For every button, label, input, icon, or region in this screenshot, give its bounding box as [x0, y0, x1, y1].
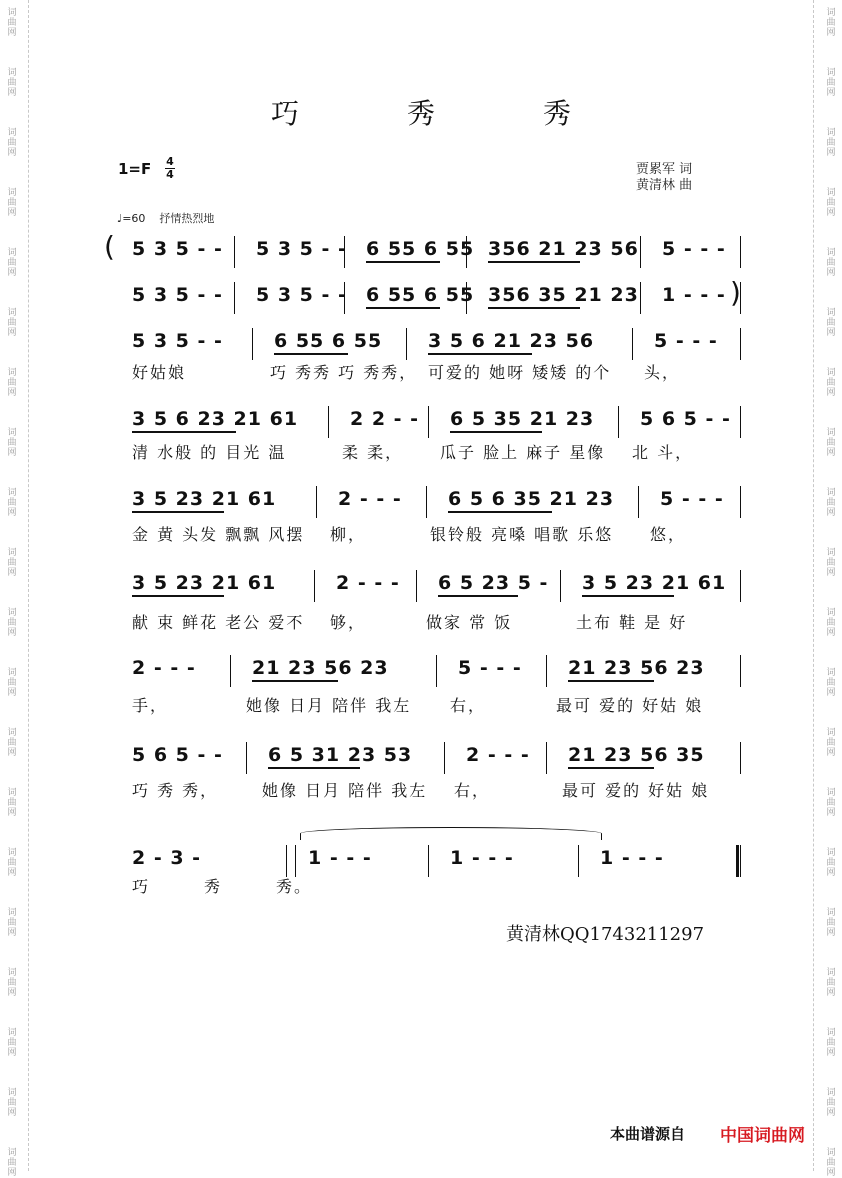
beam-underline — [132, 511, 224, 513]
watermark-text: 词 曲 网 — [7, 248, 17, 278]
watermark-text: 词 曲 网 — [826, 128, 836, 158]
bar-line — [638, 486, 639, 518]
right-watermark-strip — [813, 0, 842, 1178]
final-double-bar — [736, 845, 739, 877]
footer-site-name: 中国词曲网 — [720, 1126, 805, 1146]
lyric-line: 金 黄 头发 飘飘 风摆 — [132, 525, 305, 544]
measure-notes: 5 - - - — [654, 330, 718, 352]
watermark-text: 词 曲 网 — [7, 548, 17, 578]
lyric-line: 好姑娘 — [132, 363, 187, 382]
measure-notes: 6 5 6 35 21 23 — [448, 488, 615, 510]
song-title: 巧 秀 秀 — [270, 97, 611, 130]
beam-underline — [448, 511, 552, 513]
watermark-text: 词 曲 网 — [7, 788, 17, 818]
watermark-text: 词 曲 网 — [826, 1088, 836, 1118]
lyric-line: 右， — [454, 781, 491, 800]
watermark-text: 词 曲 网 — [7, 728, 17, 758]
beam-underline — [268, 767, 360, 769]
measure-notes: 21 23 56 23 — [568, 657, 705, 679]
measure-notes: 3 5 23 21 61 — [132, 572, 277, 594]
watermark-text: 词 曲 网 — [7, 8, 17, 38]
measure-notes: 356 21 23 56 — [488, 238, 639, 260]
bar-line — [234, 236, 235, 268]
watermark-text: 词 曲 网 — [826, 8, 836, 38]
watermark-text: 词 曲 网 — [826, 248, 836, 278]
bar-line — [740, 236, 741, 268]
bar-line — [618, 406, 619, 438]
bar-line — [252, 328, 253, 360]
time-signature-top: 4 — [166, 155, 174, 168]
measure-notes: 1 - - - — [600, 847, 664, 869]
lyricist: 贾累军 词 — [636, 162, 693, 177]
score-system — [104, 230, 740, 268]
watermark-text: 词 曲 网 — [826, 1148, 836, 1178]
watermark-text: 词 曲 网 — [826, 188, 836, 218]
measure-notes: 5 6 5 - - — [640, 408, 731, 430]
bar-line — [740, 486, 741, 518]
lyric-line: 银铃般 亮嗓 唱歌 乐悠 — [430, 525, 614, 544]
lyric-line: 最可 爱的 好姑 娘 — [556, 696, 704, 715]
measure-notes: 2 - 3 - — [132, 847, 202, 869]
measure-notes: 5 - - - — [458, 657, 522, 679]
credits — [636, 162, 692, 194]
watermark-text: 词 曲 网 — [826, 908, 836, 938]
watermark-text: 词 曲 网 — [7, 1028, 17, 1058]
lyric-line: 土布 鞋 是 好 — [576, 613, 688, 632]
bar-line — [578, 845, 579, 877]
score-system — [110, 655, 740, 715]
measure-notes: 21 23 56 23 — [252, 657, 389, 679]
lyric-line: 手， — [132, 696, 169, 715]
beam-underline — [132, 431, 236, 433]
watermark-text: 词 曲 网 — [826, 488, 836, 518]
watermark-text: 词 曲 网 — [826, 428, 836, 458]
watermark-text: 词 曲 网 — [826, 788, 836, 818]
beam-underline — [428, 353, 532, 355]
beam-underline — [132, 595, 224, 597]
measure-notes: 2 - - - — [466, 744, 530, 766]
bar-line — [640, 282, 641, 314]
watermark-text: 词 曲 网 — [826, 728, 836, 758]
measure-notes: 3 5 6 23 21 61 — [132, 408, 299, 430]
repeat-close-paren: ) — [730, 276, 741, 309]
score-system — [110, 328, 740, 382]
left-watermark-strip — [0, 0, 29, 1178]
watermark-text: 词 曲 网 — [7, 908, 17, 938]
lyric-line: 悠， — [650, 525, 687, 544]
bar-line — [428, 845, 429, 877]
score-system — [110, 570, 740, 632]
measure-notes: 6 5 23 5 - — [438, 572, 549, 594]
watermark-text: 词 曲 网 — [7, 128, 17, 158]
score-system — [110, 276, 741, 314]
measure-notes: 5 3 5 - - — [256, 238, 347, 260]
lyric-line: 瓜子 脸上 麻子 星像 — [440, 443, 606, 462]
measure-notes: 356 35 21 23 — [488, 284, 639, 306]
bar-line — [560, 570, 561, 602]
measure-notes: 21 23 56 35 — [568, 744, 705, 766]
measure-notes: 2 - - - — [338, 488, 402, 510]
beam-underline — [274, 353, 348, 355]
measure-notes: 5 3 5 - - — [132, 284, 223, 306]
watermark-text: 词 曲 网 — [826, 1028, 836, 1058]
lyric-line: 巧 秀秀 巧 秀秀， — [270, 363, 418, 382]
measure-notes: 2 2 - - — [350, 408, 420, 430]
watermark-text: 词 曲 网 — [7, 308, 17, 338]
lyric-line: 做家 常 饭 — [426, 613, 513, 632]
lyric-line: 够， — [330, 613, 367, 632]
bar-line — [416, 570, 417, 602]
watermark-text: 词 曲 网 — [826, 668, 836, 698]
lyric-line: 北 斗， — [632, 443, 694, 462]
bar-line — [632, 328, 633, 360]
score-system — [110, 406, 740, 462]
bar-line — [740, 655, 741, 687]
footer-source-label: 本曲谱源自 — [610, 1125, 686, 1143]
watermark-text: 词 曲 网 — [826, 68, 836, 98]
bar-line — [436, 655, 437, 687]
beam-underline — [450, 431, 542, 433]
beam-underline — [366, 261, 440, 263]
watermark-text: 词 曲 网 — [7, 668, 17, 698]
lyric-line: 柔 柔， — [342, 443, 404, 462]
lyric-line: 献 束 鲜花 老公 爱不 — [132, 613, 305, 632]
watermark-text: 词 曲 网 — [7, 68, 17, 98]
watermark-text: 词 曲 网 — [826, 848, 836, 878]
watermark-text: 词 曲 网 — [7, 368, 17, 398]
measure-notes: 3 5 6 21 23 56 — [428, 330, 595, 352]
measure-notes: 5 6 5 - - — [132, 744, 223, 766]
bar-line — [740, 845, 741, 877]
measure-notes: 1 - - - — [308, 847, 372, 869]
lyric-line: 头， — [644, 363, 681, 382]
measure-notes: 1 - - - — [662, 284, 726, 306]
bar-line — [230, 655, 231, 687]
time-signature — [164, 156, 176, 181]
repeat-open-paren: ( — [104, 230, 115, 263]
bar-line — [295, 845, 296, 877]
measure-notes: 5 - - - — [660, 488, 724, 510]
lyric-line: 她像 日月 陪伴 我左 — [246, 696, 412, 715]
watermark-text: 词 曲 网 — [7, 188, 17, 218]
measure-notes: 2 - - - — [132, 657, 196, 679]
lyric-line: 清 水般 的 目光 温 — [132, 443, 287, 462]
measure-notes: 6 55 6 55 — [274, 330, 383, 352]
time-signature-bottom: 4 — [166, 168, 174, 181]
lyric-line: 可爱的 她呀 矮矮 的个 — [428, 363, 612, 382]
watermark-text: 词 曲 网 — [7, 488, 17, 518]
watermark-text: 词 曲 网 — [7, 1088, 17, 1118]
tempo-value: ♩=60 — [117, 212, 146, 225]
bar-line — [640, 236, 641, 268]
arranger-signature: 黄清林QQ1743211297 — [506, 924, 705, 945]
measure-notes: 3 5 23 21 61 — [132, 488, 277, 510]
beam-underline — [488, 261, 580, 263]
measure-notes: 5 - - - — [662, 238, 726, 260]
watermark-text: 词 曲 网 — [7, 428, 17, 458]
bar-line — [444, 742, 445, 774]
lyric-line: 最可 爱的 好姑 娘 — [562, 781, 710, 800]
measure-notes: 6 55 6 55 — [366, 284, 475, 306]
measure-notes: 6 5 35 21 23 — [450, 408, 595, 430]
score-system — [110, 742, 740, 800]
watermark-text: 词 曲 网 — [826, 308, 836, 338]
bar-line — [740, 406, 741, 438]
measure-notes: 5 3 5 - - — [132, 238, 223, 260]
score-system — [110, 845, 740, 896]
watermark-text: 词 曲 网 — [826, 548, 836, 578]
watermark-text: 词 曲 网 — [7, 848, 17, 878]
measure-notes: 1 - - - — [450, 847, 514, 869]
watermark-text: 词 曲 网 — [826, 968, 836, 998]
measure-notes: 2 - - - — [336, 572, 400, 594]
bar-line — [234, 282, 235, 314]
measure-notes: 3 5 23 21 61 — [582, 572, 727, 594]
bar-line — [740, 742, 741, 774]
expression-marking: 抒情热烈地 — [159, 212, 215, 225]
beam-underline — [438, 595, 518, 597]
bar-line — [316, 486, 317, 518]
lyric-line: 巧 秀 秀， — [132, 781, 219, 800]
measure-notes: 5 3 5 - - — [256, 284, 347, 306]
watermark-text: 词 曲 网 — [7, 1148, 17, 1178]
composer: 黄清林 曲 — [636, 178, 693, 193]
bar-line — [426, 486, 427, 518]
bar-line — [246, 742, 247, 774]
lyric-line: 柳， — [330, 525, 367, 544]
beam-underline — [366, 307, 440, 309]
lyric-line: 右， — [450, 696, 487, 715]
bar-line — [314, 570, 315, 602]
beam-underline — [252, 680, 338, 682]
tie-arc — [300, 827, 602, 840]
watermark-text: 词 曲 网 — [826, 368, 836, 398]
lyric-line: 她像 日月 陪伴 我左 — [262, 781, 428, 800]
watermark-text: 词 曲 网 — [7, 608, 17, 638]
lyric-line: 巧 秀 秀。 — [132, 877, 313, 896]
tempo-marking — [117, 210, 214, 226]
bar-line — [740, 570, 741, 602]
beam-underline — [582, 595, 674, 597]
measure-notes: 6 5 31 23 53 — [268, 744, 413, 766]
watermark-text: 词 曲 网 — [7, 968, 17, 998]
bar-line — [428, 406, 429, 438]
key-signature: 1=F — [118, 160, 152, 178]
bar-line — [286, 845, 287, 877]
score-system — [110, 486, 740, 544]
bar-line — [406, 328, 407, 360]
beam-underline — [568, 767, 654, 769]
beam-underline — [488, 307, 580, 309]
measure-notes: 6 55 6 55 — [366, 238, 475, 260]
measure-notes: 5 3 5 - - — [132, 330, 223, 352]
beam-underline — [568, 680, 654, 682]
bar-line — [546, 655, 547, 687]
bar-line — [546, 742, 547, 774]
bar-line — [328, 406, 329, 438]
bar-line — [740, 328, 741, 360]
watermark-text: 词 曲 网 — [826, 608, 836, 638]
